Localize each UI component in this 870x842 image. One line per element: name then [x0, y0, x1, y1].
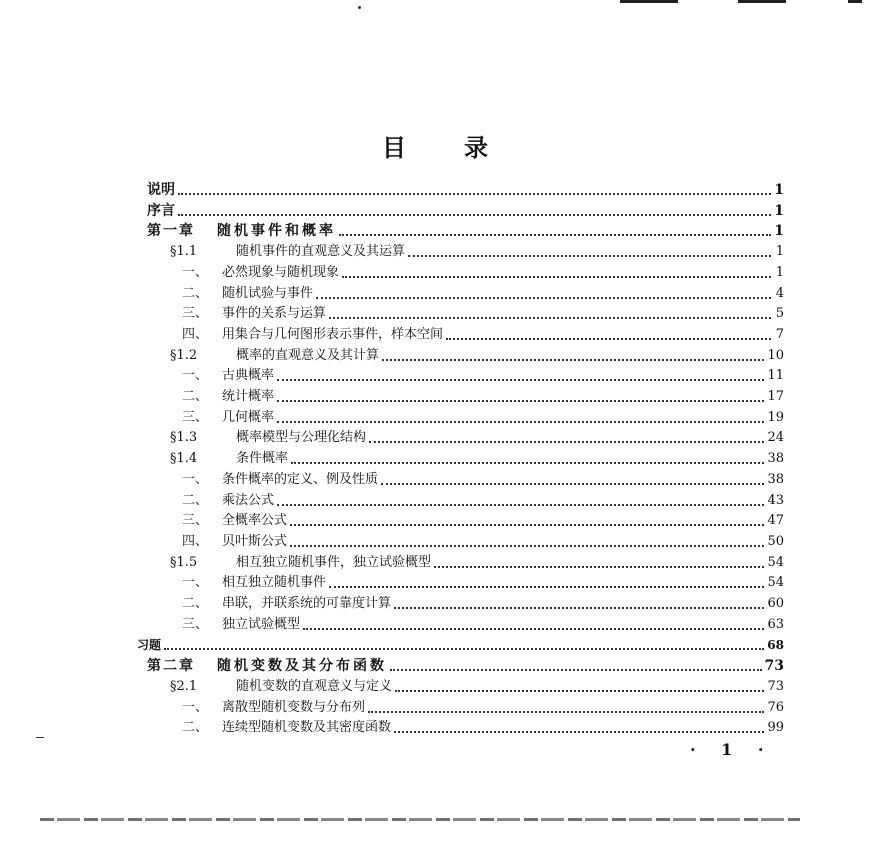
toc-entry	[147, 201, 784, 221]
toc-entry-page: 47	[767, 513, 784, 529]
toc-entry	[170, 428, 784, 448]
dot-leader	[394, 731, 764, 733]
toc-entry-page: 73	[764, 658, 784, 675]
toc-entry-title: 随机试验与事件	[222, 285, 314, 301]
dot-leader	[395, 690, 764, 692]
page-title: 目录	[382, 134, 546, 162]
toc-entry	[147, 180, 784, 200]
toc-entry-number: 第二章	[147, 658, 195, 675]
toc-entry	[137, 635, 784, 655]
toc-entry-page: 99	[767, 720, 784, 736]
toc-entry-title: 串联，并联系统的可靠度计算	[222, 596, 392, 611]
toc-entry	[182, 698, 784, 718]
toc-entry	[170, 677, 784, 697]
toc-entry-page: 54	[767, 554, 784, 570]
toc-entry	[182, 304, 784, 324]
toc-entry	[182, 263, 784, 283]
toc-entry	[182, 718, 784, 738]
toc-entry-number: 二、	[182, 389, 209, 404]
toc-entry-title: 全概率公式	[222, 513, 288, 529]
scan-artifact	[848, 0, 862, 3]
toc-entry-page: 50	[767, 533, 784, 549]
dot-leader	[339, 234, 771, 236]
toc-entry-title: 统计概率	[222, 389, 275, 404]
toc-entry-page: 38	[767, 471, 784, 487]
toc-entry-number: 四、	[182, 533, 209, 549]
toc-entry-page: 38	[767, 451, 784, 467]
toc-entry-number: 一、	[182, 471, 209, 487]
dot-leader	[178, 214, 771, 216]
toc-entry-title: 随机变数及其分布函数	[217, 658, 387, 675]
toc-entry-page: 17	[767, 389, 784, 404]
toc-entry-title: 条件概率	[236, 451, 289, 467]
toc-entry-page: 1	[774, 202, 784, 219]
toc-entry-number: 三、	[182, 306, 209, 322]
toc-entry-title: 必然现象与随机现象	[222, 264, 340, 280]
toc-entry-title: 习题	[137, 638, 162, 653]
dot-leader	[277, 421, 764, 423]
toc-entry-page: 24	[767, 430, 784, 446]
toc-entry-title: 独立试验概型	[222, 616, 301, 632]
scan-artifact	[738, 0, 786, 3]
dot-leader	[277, 504, 764, 506]
toc-entry-number: 二、	[182, 720, 209, 736]
toc-entry-page: 4	[775, 285, 784, 301]
toc-entry	[182, 325, 784, 345]
toc-entry	[182, 366, 784, 386]
toc-entry-title: 说明	[147, 182, 175, 198]
toc-entry-number: 三、	[182, 513, 209, 529]
toc-entry-number: §2.1	[170, 678, 198, 694]
toc-entry-number: 一、	[182, 264, 209, 280]
toc-entry-page: 10	[767, 347, 784, 363]
page-number: · 1 ·	[690, 740, 774, 759]
toc-entry	[182, 594, 784, 614]
toc-entry	[170, 449, 784, 469]
toc-entry-title: 相互独立随机事件	[222, 575, 327, 591]
toc-entry-number: 二、	[182, 285, 209, 301]
toc-entry-number: 二、	[182, 596, 209, 611]
dot-leader	[390, 669, 762, 671]
dot-leader	[290, 545, 764, 547]
toc-entry	[182, 532, 784, 552]
toc-entry-title: 随机事件的直观意义及其运算	[236, 244, 406, 260]
toc-entry-number: 三、	[182, 616, 209, 632]
toc-entry-title: 几何概率	[222, 409, 275, 425]
toc-entry-number: §1.3	[170, 430, 198, 446]
scan-speck	[358, 6, 361, 9]
dot-leader	[329, 586, 764, 588]
toc-entry-number: §1.5	[170, 554, 198, 570]
toc-entry-title: 古典概率	[222, 368, 275, 384]
toc-entry-number: 三、	[182, 409, 209, 425]
toc-entry-page: 1	[775, 244, 784, 260]
toc-entry	[147, 656, 784, 676]
dot-leader	[408, 255, 771, 257]
toc-entry-title: 条件概率的定义、例及性质	[222, 471, 379, 487]
dot-leader	[277, 400, 764, 402]
toc-entry-number: 一、	[182, 699, 209, 715]
scan-artifact	[620, 0, 678, 3]
dot-leader	[303, 628, 764, 630]
toc-entry	[182, 284, 784, 304]
toc-entry-page: 68	[767, 638, 784, 653]
scan-speck	[36, 737, 44, 738]
toc-entry-page: 1	[774, 182, 784, 198]
dot-leader	[329, 317, 771, 319]
dot-leader	[342, 276, 771, 278]
toc-entry	[182, 511, 784, 531]
toc-entry-number: 一、	[182, 368, 209, 384]
toc-entry-page: 5	[775, 306, 784, 322]
toc-entry-number: 一、	[182, 575, 209, 591]
toc-entry-page: 19	[767, 409, 784, 425]
dot-leader	[290, 524, 764, 526]
toc-entry-title: 相互独立随机事件，独立试验概型	[236, 554, 432, 570]
dot-leader	[316, 297, 771, 299]
toc-entry-title: 随机事件和概率	[217, 223, 336, 240]
toc-entry-title: 序言	[147, 202, 175, 219]
toc-entry	[170, 346, 784, 366]
toc-entry	[182, 408, 784, 428]
toc-entry-title: 连续型随机变数及其密度函数	[222, 720, 392, 736]
toc-entry-page: 63	[767, 616, 784, 632]
dot-leader	[382, 359, 764, 361]
toc-entry-title: 用集合与几何图形表示事件，样本空间	[222, 326, 444, 342]
toc-entry-page: 1	[774, 223, 784, 240]
toc-entry-number: §1.4	[170, 451, 198, 467]
toc-entry-title: 概率模型与公理化结构	[236, 430, 367, 446]
toc-entry	[182, 470, 784, 490]
toc-entry-number: §1.1	[170, 244, 198, 260]
dot-leader	[368, 711, 764, 713]
toc-entry-number: 四、	[182, 326, 209, 342]
dot-leader	[164, 648, 764, 650]
toc-entry	[182, 491, 784, 511]
toc-entry	[147, 221, 784, 241]
dot-leader	[394, 607, 764, 609]
toc-entry-page: 7	[775, 326, 784, 342]
dot-leader	[178, 193, 771, 195]
dot-leader	[277, 379, 764, 381]
toc-entry	[182, 387, 784, 407]
toc-entry	[170, 553, 784, 573]
toc-entry-number: 二、	[182, 492, 209, 508]
toc-entry-page: 76	[767, 699, 784, 715]
dot-leader	[446, 338, 771, 340]
toc-entry-title: 乘法公式	[222, 492, 275, 508]
dot-leader	[369, 441, 764, 443]
toc-entry-page: 1	[775, 264, 784, 280]
dot-leader	[434, 566, 764, 568]
toc-entry-page: 43	[767, 492, 784, 508]
toc-entry-number: §1.2	[170, 347, 198, 363]
dot-leader	[291, 462, 764, 464]
toc-entry-number: 第一章	[147, 223, 195, 240]
toc-entry-page: 73	[767, 678, 784, 694]
toc-entry-title: 随机变数的直观意义与定义	[236, 678, 393, 694]
toc-entry-title: 离散型随机变数与分布列	[222, 699, 366, 715]
scan-edge-artifact	[40, 818, 800, 821]
toc-entry-title: 概率的直观意义及其计算	[236, 347, 380, 363]
dot-leader	[381, 483, 764, 485]
toc-entry-page: 11	[767, 368, 784, 384]
toc-entry-page: 60	[767, 596, 784, 611]
toc-entry	[182, 573, 784, 593]
toc-entry	[170, 242, 784, 262]
toc-entry-page: 54	[767, 575, 784, 591]
toc-entry-title: 事件的关系与运算	[222, 306, 327, 322]
toc-entry-title: 贝叶斯公式	[222, 533, 288, 549]
toc-entry	[182, 615, 784, 635]
